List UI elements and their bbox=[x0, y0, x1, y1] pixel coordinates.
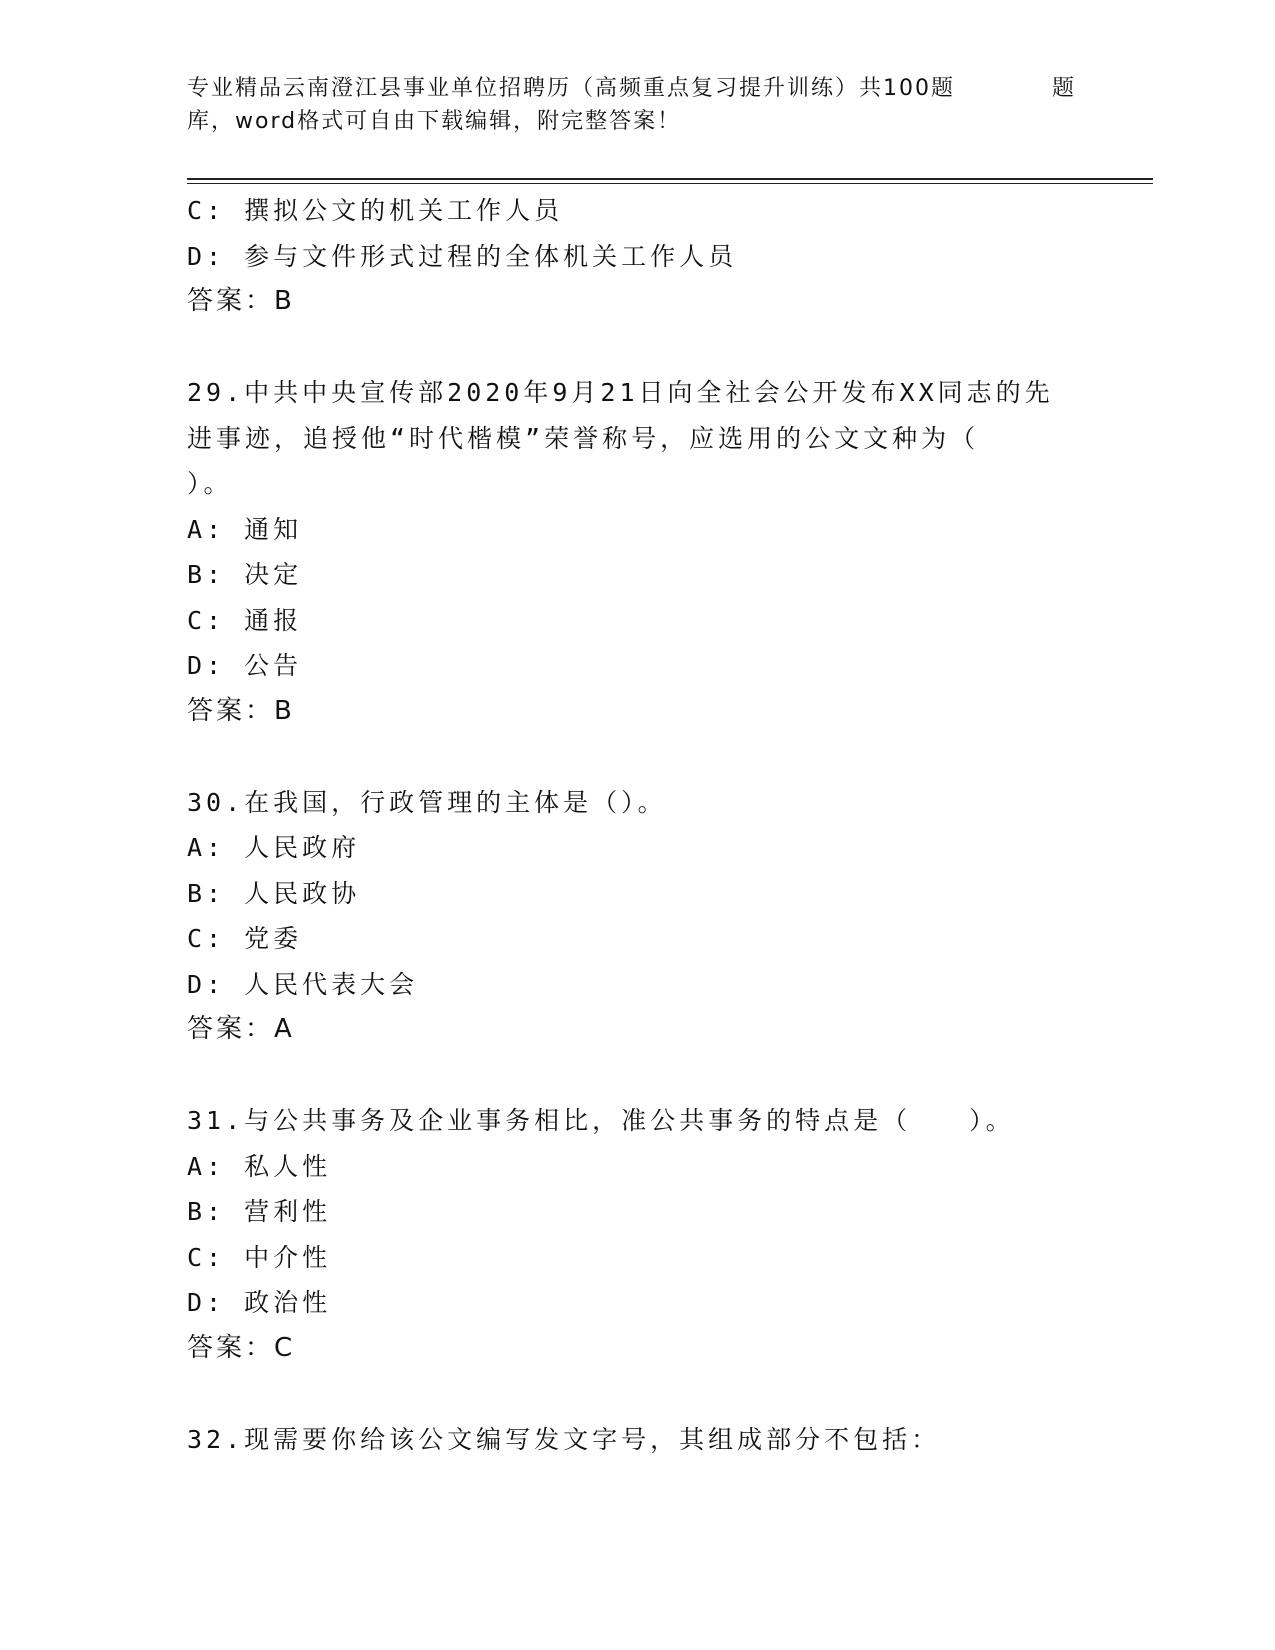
option-d: D: 政治性 bbox=[187, 1288, 332, 1317]
header-title-tail: 题 bbox=[1052, 76, 1077, 101]
header-rule-thick bbox=[187, 178, 1153, 180]
header-title: 专业精品云南澄江县事业单位招聘历（高频重点复习提升训练）共100题 bbox=[187, 76, 955, 101]
option-a: A: 人民政府 bbox=[187, 833, 361, 862]
option-b: B: 决定 bbox=[187, 560, 303, 589]
spacer bbox=[187, 325, 1087, 371]
question-29-stem: 进事迹，追授他“时代楷模”荣誉称号，应选用的公文文种为（ bbox=[187, 423, 980, 453]
question-29-stem: ）。 bbox=[187, 469, 233, 498]
option-b: B: 人民政协 bbox=[187, 878, 361, 908]
document-header bbox=[187, 72, 1087, 138]
header-line-2: 库，word格式可自由下载编辑，附完整答案！ bbox=[187, 109, 682, 134]
spacer bbox=[187, 1371, 1087, 1417]
option-c: C: 中介性 bbox=[187, 1242, 332, 1272]
option-b: B: 营利性 bbox=[187, 1197, 332, 1226]
answer-line: 答案：B bbox=[187, 695, 295, 726]
spacer bbox=[187, 1053, 1087, 1099]
header-line-1 bbox=[187, 72, 1087, 105]
option-c: C: 党委 bbox=[187, 924, 303, 953]
answer-line: 答案：B bbox=[187, 286, 295, 316]
option-d: D: 公告 bbox=[187, 651, 303, 680]
question-32-stem: 32.现需要你给该公文编写发文字号，其组成部分不包括： bbox=[187, 1424, 941, 1454]
header-rule-thin bbox=[187, 183, 1153, 184]
spacer bbox=[187, 734, 1087, 780]
answer-line: 答案：A bbox=[187, 1014, 295, 1044]
option-a: A: 通知 bbox=[187, 514, 303, 544]
page-content bbox=[187, 188, 1087, 1462]
option-a: A: 私人性 bbox=[187, 1151, 332, 1181]
question-29-stem: 29.中共中央宣传部2020年9月21日向全社会公开发布XX同志的先 bbox=[187, 378, 1054, 407]
question-31-stem: 31.与公共事务及企业事务相比，准公共事务的特点是（ ）。 bbox=[187, 1106, 1015, 1135]
answer-line: 答案：C bbox=[187, 1332, 296, 1363]
option-c: C: 通报 bbox=[187, 605, 303, 635]
question-30-stem: 30.在我国，行政管理的主体是（）。 bbox=[187, 787, 667, 817]
option-c: C: 撰拟公文的机关工作人员 bbox=[187, 196, 564, 225]
option-d: D: 参与文件形式过程的全体机关工作人员 bbox=[187, 241, 738, 271]
option-d: D: 人民代表大会 bbox=[187, 969, 419, 999]
